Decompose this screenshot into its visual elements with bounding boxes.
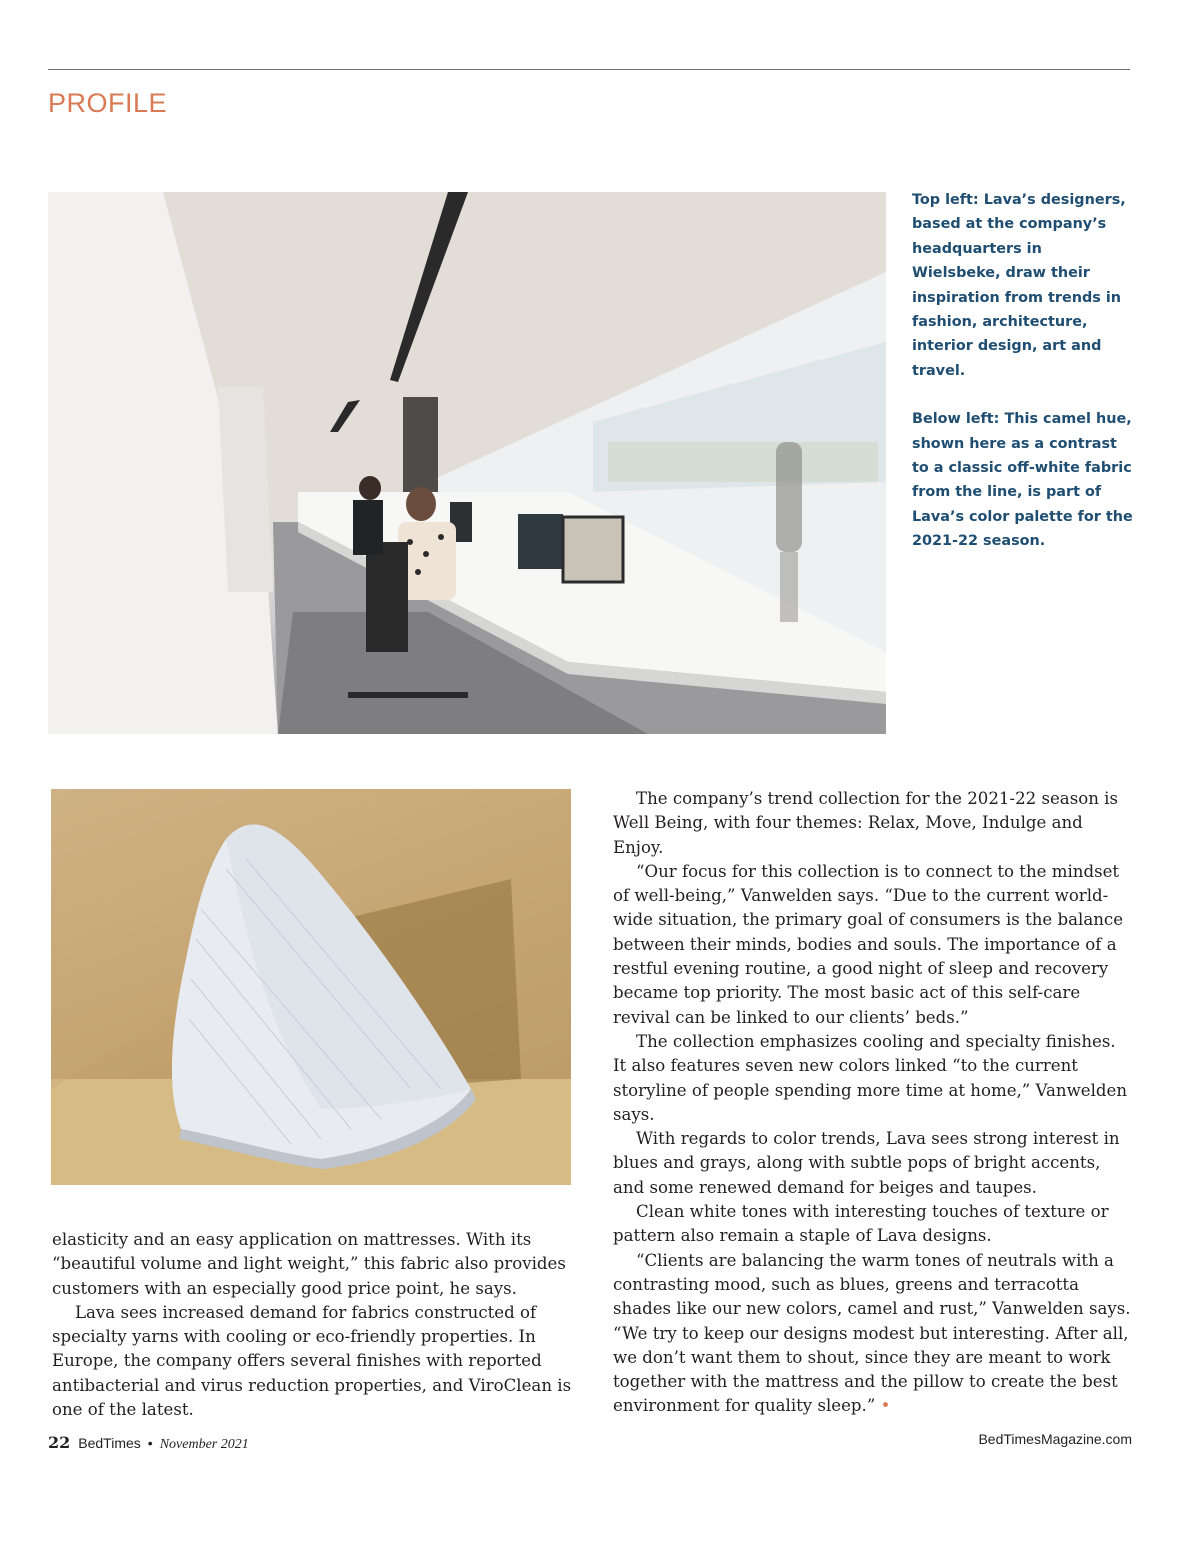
office-photo xyxy=(48,192,886,734)
right-paragraph-5: Clean white tones with interesting touches of texture or pattern also remain a staple of Lava designs. xyxy=(613,1202,1109,1246)
end-of-article-mark: • xyxy=(880,1396,891,1416)
footer-separator: • xyxy=(147,1435,153,1451)
footer-website: BedTimesMagazine.com xyxy=(978,1431,1132,1447)
caption-below-lead: Below left: xyxy=(912,411,1000,428)
photo-captions xyxy=(912,188,1134,578)
header-rule xyxy=(48,69,1130,70)
left-paragraph-2: Lava sees increased demand for fabrics constructed of specialty yarns with cooling or eco-friendly properties. In Europe, the company offers several finishes with reported antibacterial and virus reduction properties, and ViroClean is one of the latest. xyxy=(52,1302,572,1420)
footer-folio xyxy=(48,1433,249,1453)
caption-top-text: Lava’s designers, based at the company’s headquarters in Wielsbeke, draw their inspiration from trends in fashion, architecture, interior design, art and travel. xyxy=(912,192,1126,379)
fabric-photo xyxy=(51,789,571,1185)
right-paragraph-6-text: “Clients are balancing the warm tones of neutrals with a contrasting mood, such as blues, greens and terracotta shades like our new colors, camel and rust,” Vanwelden says. “We try to keep our designs modest but interesting. After all, we don’t want them to shout, since they are meant to work together with the mattress and the pillow to create the best environment for quality sleep.” xyxy=(613,1250,1131,1416)
issue-date: November 2021 xyxy=(159,1437,249,1452)
caption-below-left xyxy=(912,407,1134,553)
caption-top-left xyxy=(912,188,1134,383)
right-paragraph-6 xyxy=(613,1249,1131,1419)
right-paragraph-2: “Our focus for this collection is to connect to the mindset of well-being,” Vanwelden says. “Due to the current world-wide situation, the primary goal of consumers is the balance between their minds, bodies and souls. The importance of a restful evening routine, a good night of sleep and recovery became top priority. The most basic act of this self-care revival can be linked to our clients’ beds.” xyxy=(613,861,1124,1027)
right-paragraph-3: The collection emphasizes cooling and specialty finishes. It also features seven new colors linked “to the current storyline of people spending more time at home,” Vanwelden says. xyxy=(613,1031,1128,1124)
magazine-name: BedTimes xyxy=(78,1435,141,1451)
left-column xyxy=(52,1228,572,1422)
right-paragraph-4: With regards to color trends, Lava sees strong interest in blues and grays, along with subtle pops of bright accents, and some renewed demand for beiges and taupes. xyxy=(613,1129,1120,1197)
right-column xyxy=(613,787,1131,1419)
right-paragraph-1: The company’s trend collection for the 2021-22 season is Well Being, with four themes: Relax, Move, Indulge and Enjoy. xyxy=(613,789,1118,857)
caption-below-text: This camel hue, shown here as a contrast to a classic off-white fabric from the line, is part of Lava’s color palette for the 2021-22 season. xyxy=(912,411,1133,550)
page-number: 22 xyxy=(48,1433,71,1452)
left-paragraph-1: elasticity and an easy application on mattresses. With its “beautiful volume and light weight,” this fabric also provides customers with an especially good price point, he says. xyxy=(52,1230,566,1298)
caption-top-lead: Top left: xyxy=(912,192,979,208)
section-label: PROFILE xyxy=(48,88,168,118)
